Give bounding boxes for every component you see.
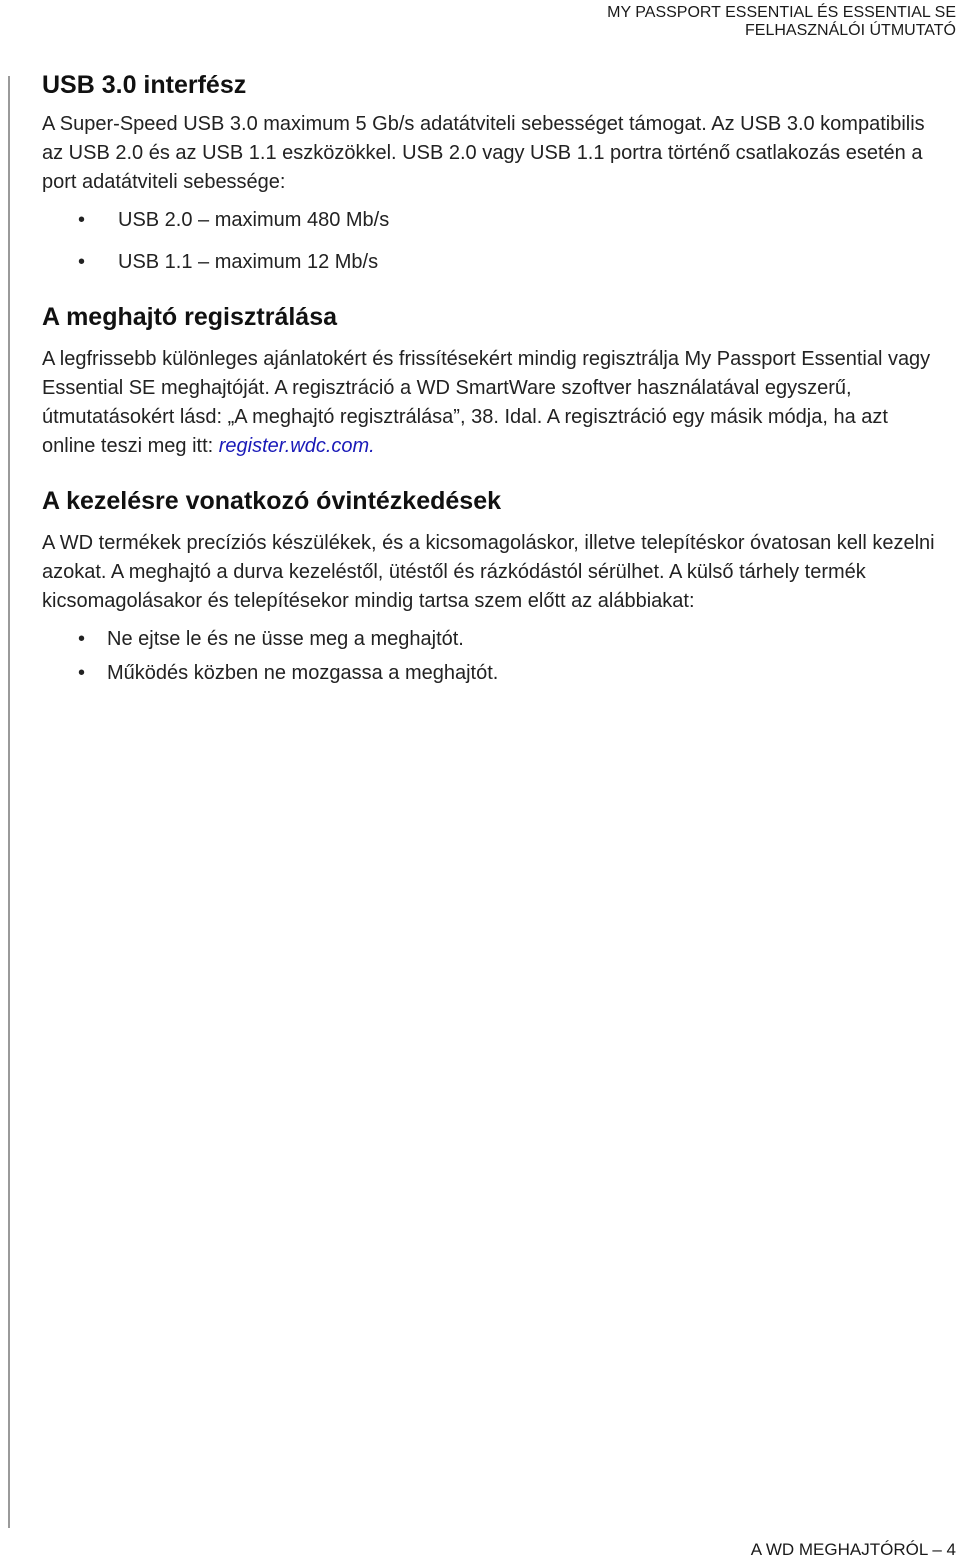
handling-section-title: A kezelésre vonatkozó óvintézkedések: [42, 487, 501, 515]
bullet-icon: •: [78, 209, 86, 231]
handling-section: [42, 483, 942, 690]
list-item-text: USB 1.1 – maximum 12 Mb/s: [118, 251, 379, 273]
registration-paragraph-text: A legfrissebb különleges ajánlatokért és frissítésekért mindig regisztrálja My Passport Essential vagy Essential SE meghajtóját. A regisztráció a WD SmartWare szoftver használatával egyszerű, útmutatásokért lásd: „A meghajtó regisztrálása”, 38. Idal. A regisztráció egy másik módja, ha azt online teszi meg itt:: [42, 348, 931, 457]
list-item: [42, 199, 942, 241]
left-margin-rule: [8, 76, 10, 1528]
list-item-text: Ne ejtse le és ne üsse meg a meghajtót.: [107, 628, 464, 650]
list-item-text: USB 2.0 – maximum 480 Mb/s: [118, 209, 390, 231]
list-item-text: Működés közben ne mozgassa a meghajtót.: [107, 662, 499, 684]
registration-section-paragraph: [42, 345, 942, 461]
list-item: [42, 622, 942, 656]
list-item: [42, 241, 942, 283]
usb-section-paragraph: A Super-Speed USB 3.0 maximum 5 Gb/s adatátviteli sebességet támogat. Az USB 3.0 kompatibilis az USB 2.0 és az USB 1.1 eszközökkel. USB 2.0 vagy USB 1.1 portra történő csatlakozás esetén a port adatátviteli sebessége:: [42, 113, 925, 193]
page-footer: A WD MEGHAJTÓRÓL – 4: [750, 1540, 956, 1559]
page-content: [42, 66, 942, 690]
register-link[interactable]: register.wdc.com.: [218, 435, 375, 457]
handling-section-paragraph: A WD termékek precíziós készülékek, és a kicsomagoláskor, illetve telepítéskor óvatosan kell kezelni azokat. A meghajtó a durva kezeléstől, ütéstől és rázkódástól sérülhet. A külső tárhely termék kicsomagolásakor és telepítésekor mindig tartsa szem előtt az alábbiakat:: [42, 532, 935, 612]
usb-speed-list: [42, 199, 942, 283]
header-line-1: MY PASSPORT ESSENTIAL ÉS ESSENTIAL SE: [607, 4, 956, 21]
bullet-icon: •: [78, 628, 86, 650]
list-item: [42, 656, 942, 690]
registration-section: [42, 299, 942, 461]
header-line-2: FELHASZNÁLÓI ÚTMUTATÓ: [745, 22, 956, 39]
bullet-icon: •: [78, 662, 86, 684]
usb-section: [42, 66, 942, 283]
registration-section-title: A meghajtó regisztrálása: [42, 303, 338, 331]
page-header: [607, 4, 956, 40]
handling-precaution-list: [42, 622, 942, 690]
bullet-icon: •: [78, 251, 86, 273]
usb-section-title: USB 3.0 interfész: [42, 71, 247, 99]
